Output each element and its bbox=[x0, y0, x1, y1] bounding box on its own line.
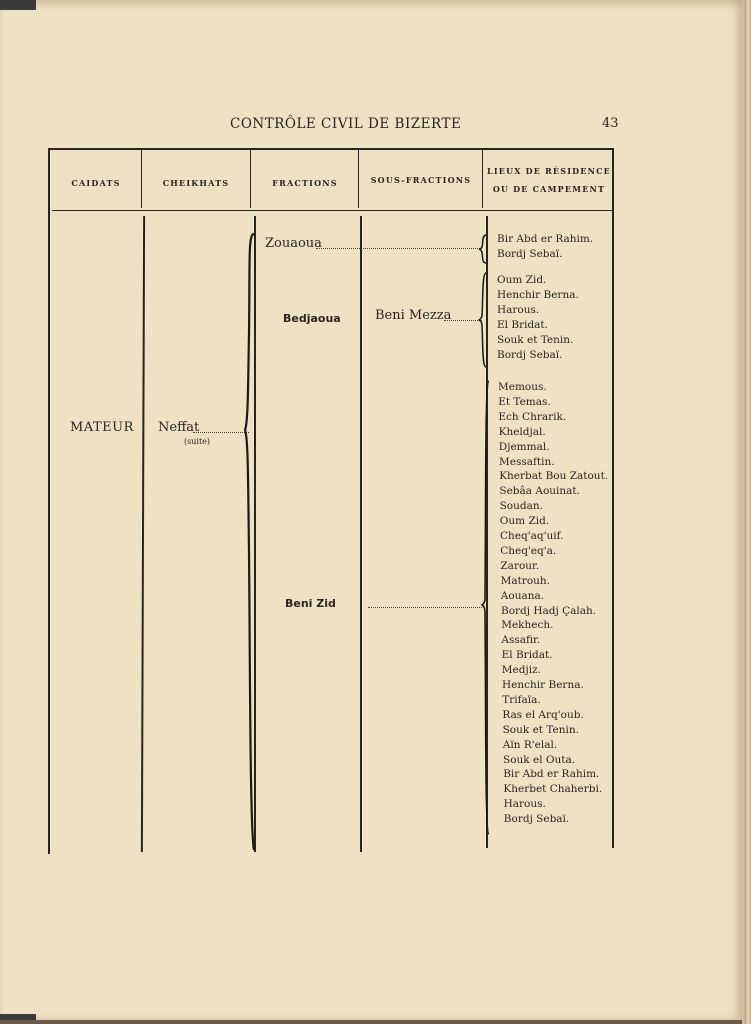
lieu-item: Harous. bbox=[503, 798, 546, 811]
lieu-item: Souk el Outa. bbox=[503, 753, 576, 766]
col-separator bbox=[360, 216, 362, 852]
fraction-bedjaoua: Bedjaoua bbox=[283, 312, 341, 325]
col-header-sous-fractions: SOUS-FRACTIONS bbox=[370, 175, 472, 185]
lieu-item: Souk et Tenin. bbox=[497, 334, 574, 346]
lieu-item: Kherbet Chaherbi. bbox=[503, 783, 603, 796]
brace-icon bbox=[478, 272, 490, 368]
lieu-item: Oum Zid. bbox=[499, 515, 550, 528]
col-separator bbox=[358, 150, 359, 208]
table-right-border bbox=[612, 148, 614, 848]
lieu-item: El Bridat. bbox=[501, 649, 553, 662]
lieu-item: Bir Abd er Rahim. bbox=[503, 768, 600, 781]
cheikhat-name: Neffat bbox=[158, 420, 200, 435]
scan-corner-mark bbox=[0, 0, 36, 10]
lieu-item: Cheq'aq'uif. bbox=[500, 530, 564, 542]
lieu-item: Bordj Sebaï. bbox=[497, 248, 563, 260]
lieu-item: Memous. bbox=[498, 381, 547, 393]
col-header-cheikhats: CHEIKHATS bbox=[162, 178, 230, 188]
leader-dots bbox=[193, 432, 249, 433]
lieu-item: Et Temas. bbox=[498, 395, 551, 408]
col-header-lieux-line2: OU DE CAMPEMENT bbox=[492, 184, 606, 194]
lieu-item: Trifaïa. bbox=[502, 693, 541, 706]
lieu-item: Soudan. bbox=[499, 500, 543, 513]
table-top-rule bbox=[48, 148, 613, 150]
lieu-item: Bordj Sebaï. bbox=[497, 349, 563, 361]
sous-fraction-beni-mezza: Beni Mezza bbox=[375, 308, 452, 323]
lieu-item: Mekhech. bbox=[501, 619, 554, 632]
leader-dots bbox=[368, 607, 482, 608]
brace-icon bbox=[478, 234, 490, 264]
lieu-item: Oum Zid. bbox=[497, 274, 547, 286]
scan-corner-mark bbox=[0, 1014, 36, 1020]
lieu-item: Aïn R'elal. bbox=[502, 738, 558, 751]
lieu-item: Djemmal. bbox=[498, 440, 550, 453]
lieu-item: Messaftin. bbox=[499, 455, 555, 468]
lieu-item: Cheq'eq'a. bbox=[500, 544, 557, 557]
col-separator bbox=[482, 150, 483, 208]
leader-dots bbox=[444, 320, 482, 321]
table-header-rule bbox=[52, 210, 612, 211]
cheikhat-note: (suite) bbox=[184, 437, 211, 446]
running-header: CONTRÔLE CIVIL DE BIZERTE bbox=[230, 116, 462, 132]
lieu-item: Harous. bbox=[497, 304, 540, 316]
brace-icon bbox=[481, 380, 493, 835]
fraction-zouaoua: Zouaoua bbox=[265, 236, 322, 251]
page-number: 43 bbox=[602, 116, 619, 131]
lieu-item: Zarour. bbox=[500, 559, 540, 572]
lieu-item: Kheldjal. bbox=[498, 425, 546, 438]
lieu-item: Bordj Hadj Çalah. bbox=[501, 604, 597, 617]
table-left-border bbox=[48, 148, 50, 854]
leader-dots bbox=[316, 248, 482, 249]
col-header-lieux-line1: LIEUX DE RÉSIDENCE bbox=[487, 166, 611, 176]
col-header-caidats: CAIDATS bbox=[71, 178, 121, 188]
lieu-item: Medjiz. bbox=[501, 664, 541, 677]
caidat-name: MATEUR bbox=[70, 420, 134, 435]
lieu-item: Assafir. bbox=[501, 634, 541, 647]
brace-icon bbox=[244, 232, 258, 852]
lieu-item: Souk et Tenin. bbox=[502, 723, 579, 736]
lieu-item: Henchir Berna. bbox=[497, 289, 579, 301]
lieu-item: El Bridat. bbox=[497, 319, 548, 331]
col-separator bbox=[141, 216, 145, 852]
lieu-item: Ech Chrarik. bbox=[498, 410, 567, 423]
page-edge bbox=[742, 0, 751, 1024]
lieu-item: Aouana. bbox=[500, 589, 545, 602]
lieu-item: Sebâa Aouinat. bbox=[499, 485, 580, 498]
lieu-item: Kherbat Bou Zatout. bbox=[499, 470, 609, 483]
fraction-beni-zid: Beni Zid bbox=[285, 597, 336, 610]
col-header-fractions: FRACTIONS bbox=[272, 178, 338, 188]
lieu-item: Bordj Sebaï. bbox=[503, 813, 570, 826]
lieu-item: Ras el Arq'oub. bbox=[502, 708, 584, 721]
lieu-item: Matrouh. bbox=[500, 574, 551, 587]
col-separator bbox=[250, 150, 251, 208]
col-separator bbox=[141, 150, 142, 208]
lieu-item: Bir Abd er Rahim. bbox=[497, 233, 594, 245]
lieu-item: Henchir Berna. bbox=[502, 679, 584, 691]
